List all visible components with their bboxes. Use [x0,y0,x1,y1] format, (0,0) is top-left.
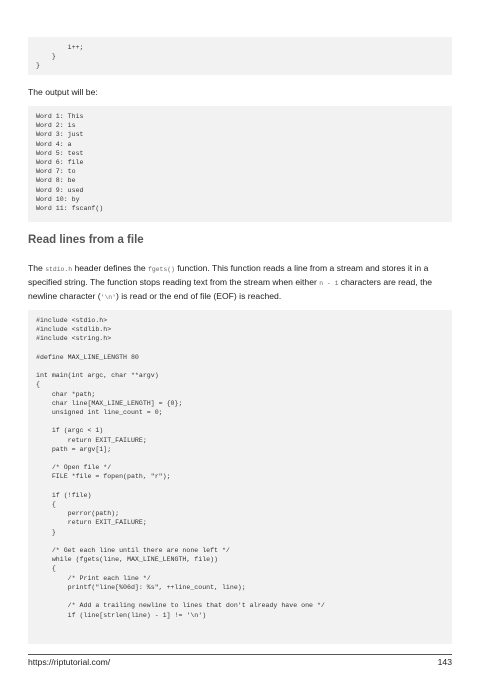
section-heading: Read lines from a file [28,234,144,246]
inline-code-newline: '\n' [100,294,116,301]
code-block-continuation [28,37,452,75]
footer-url: https://riptutorial.com/ [28,657,111,667]
page-number: 143 [437,657,452,667]
intro-paragraph [28,262,452,304]
inline-code-fgets: fgets() [148,266,175,273]
footer-divider [28,654,452,655]
code-block-main [28,310,452,644]
inline-code-n-minus-1: n - 1 [319,280,339,287]
output-text: Word 1: This Word 2: is Word 3: just Word 4: a Word 5: test Word 6: file Word 7: to Word 8: be Word 9: used Word 10: by Word 11: fscanf() [36,113,104,213]
output-intro: The output will be: [28,87,98,97]
inline-code-stdio: stdio.h [45,266,73,273]
para-text: characters are read, the newline character ( [28,277,433,301]
para-text: ) is read or the end of file (EOF) is reached. [115,291,282,301]
code-text: #include <stdio.h> #include <stdlib.h> #include <string.h> #define MAX_LINE_LENGTH 80 int main(int argc, char **argv) { char *path; char line[MAX_LINE_LENGTH] = {0}; unsigned int line_count = 0; if (argc < 1) return EXIT_FAILURE; path = argv[1]; /* Open file */ FILE *file = fopen(path, "r"); if (!file) { perror(path); return EXIT_FAILURE; } /* Get each line until there are none left */ while (fgets(line, MAX_LINE_LENGTH, file)) { /* Print each line */ printf("line[%06d]: %s", ++line_count, line); /* Add a trailing newline to lines that don't already have one */ if (line[strlen(line) - 1] != '\n') [36,317,325,619]
output-block [28,106,452,222]
code-text: i++; } } [36,44,84,70]
para-text: The [28,263,46,273]
para-text: header defines the [72,263,149,273]
para-text: function. This function reads a line from a stream and stores it in a specified string. The function stops reading text from the stream when either [28,263,429,287]
